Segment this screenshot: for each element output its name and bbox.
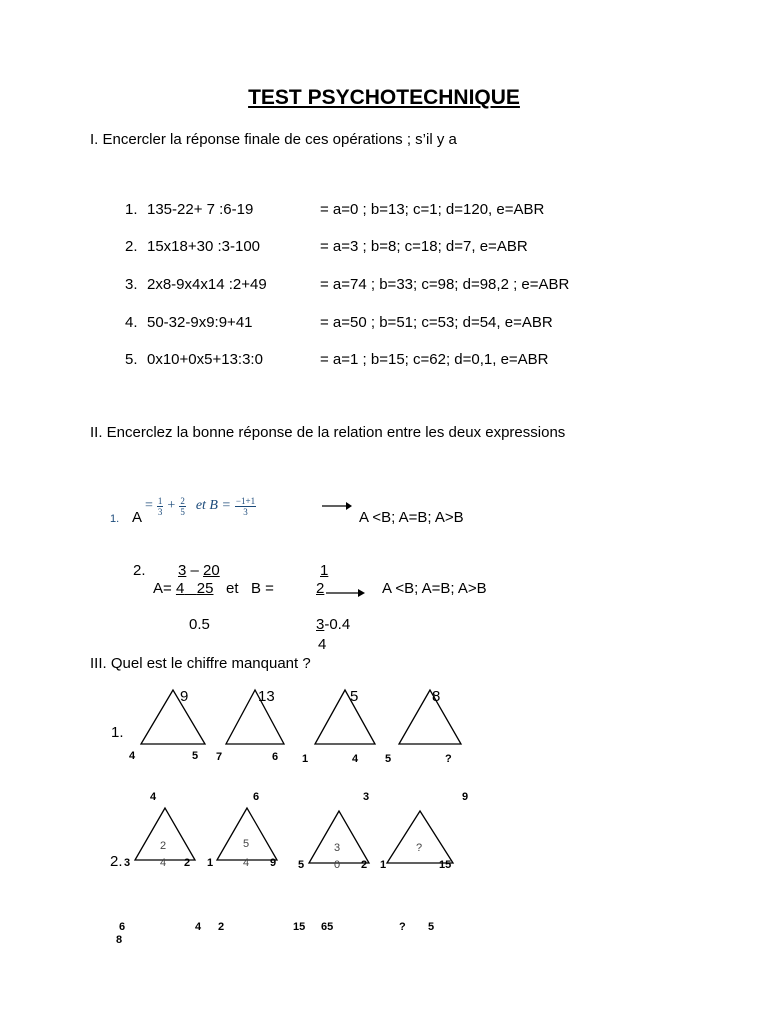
q2-2-a-row: A= 4 25 et B =	[153, 580, 274, 597]
t3-right: 4	[352, 753, 359, 765]
u4-top: 9	[462, 791, 469, 803]
item-2-number: 2.	[125, 238, 138, 255]
u2-right: 9	[270, 857, 277, 869]
triangle-icon	[225, 689, 285, 745]
u3-right: 2	[361, 859, 368, 871]
formula-plus: +	[167, 498, 176, 513]
item-3-answers: = a=74 ; b=33; c=98; d=98,2 ; e=ABR	[320, 276, 570, 293]
triangle-icon	[314, 689, 376, 745]
t2-left: 7	[216, 751, 223, 763]
fraction-1-3: $\frac{1}{3}$	[157, 495, 163, 517]
item-2-answers: = a=3 ; b=8; c=18; d=7, e=ABR	[320, 238, 528, 255]
triangle-icon	[386, 810, 454, 864]
arrow-icon	[322, 500, 352, 512]
item-4-expression: 50-32-9x9:9+41	[147, 314, 253, 331]
item-1-number: 1.	[125, 201, 138, 218]
u2-inner-bottom: 4	[243, 857, 250, 869]
q2-2-b-bottom-2: 4	[318, 636, 327, 653]
arrow-icon	[326, 586, 366, 598]
fraction-2-5: $\frac{2}{5}$	[180, 495, 185, 517]
section-3-heading: III. Quel est le chiffre manquant ?	[90, 655, 311, 672]
item-3-number: 3.	[125, 276, 138, 293]
u4-right: 15	[439, 859, 452, 871]
u1-right: 2	[184, 857, 191, 869]
bottom-15: 15	[293, 921, 306, 933]
item-2-expression: 15x18+30 :3-100	[147, 238, 261, 255]
t4-right-missing: ?	[445, 753, 452, 765]
u3-top: 3	[363, 791, 370, 803]
q2-1-formula	[145, 488, 256, 524]
bottom-5: 5	[428, 921, 435, 933]
formula-equals: =	[145, 498, 153, 513]
t4-left: 5	[385, 753, 392, 765]
t1-left: 4	[129, 750, 136, 762]
triangle-icon	[140, 689, 206, 745]
q2-2-denominator: 0.5	[189, 616, 210, 633]
q2-2-choices: A <B; A=B; A>B	[382, 580, 487, 597]
u3-inner-bottom: 0	[334, 859, 341, 871]
t3-top: 5	[350, 688, 359, 705]
bottom-65: 65	[321, 921, 334, 933]
triangle-icon	[308, 810, 370, 864]
item-3-expression: 2x8-9x4x14 :2+49	[147, 276, 267, 293]
triangle-icon	[216, 807, 278, 861]
u1-top: 4	[150, 791, 157, 803]
item-1-expression: 135-22+ 7 :6-19	[147, 201, 254, 218]
bottom-8: 8	[116, 934, 123, 946]
t2-top: 13	[258, 688, 275, 705]
t2-right: 6	[272, 751, 279, 763]
set-1-label: 1.	[111, 724, 124, 741]
u1-inner-top: 2	[160, 840, 167, 852]
q2-1-a-label: A	[132, 509, 143, 526]
u4-left: 1	[380, 859, 387, 871]
t3-left: 1	[302, 753, 309, 765]
t4-top: 8	[432, 688, 441, 705]
u2-top: 6	[253, 791, 260, 803]
item-5-expression: 0x10+0x5+13:3:0	[147, 351, 263, 368]
item-5-number: 5.	[125, 351, 138, 368]
q2-2-b-mid: 2	[316, 580, 325, 597]
bottom-4: 4	[195, 921, 202, 933]
u4-inner-missing: ?	[416, 842, 423, 854]
q2-2-b-bottom: 3-0.4	[316, 616, 351, 633]
q2-2-numerator: 3 – 20	[178, 562, 220, 579]
u2-left: 1	[207, 857, 214, 869]
q2-1-number: 1.	[110, 513, 120, 525]
u3-left: 5	[298, 859, 305, 871]
q2-1-choices: A <B; A=B; A>B	[359, 509, 464, 526]
triangle-icon	[398, 689, 462, 745]
triangle-icon	[134, 807, 196, 861]
item-4-answers: = a=50 ; b=51; c=53; d=54, e=ABR	[320, 314, 553, 331]
t1-right: 5	[192, 750, 199, 762]
formula-et-b: et B =	[195, 498, 231, 513]
u3-inner-top: 3	[334, 842, 341, 854]
section-2-heading: II. Encerclez la bonne réponse de la relation entre les deux expressions	[90, 424, 566, 441]
item-4-number: 4.	[125, 314, 138, 331]
u1-left: 3	[124, 857, 131, 869]
page-title: TEST PSYCHOTECHNIQUE	[248, 86, 520, 109]
section-1-heading: I. Encercler la réponse finale de ces opérations ; s’il y a	[90, 131, 457, 148]
q2-2-number: 2.	[133, 562, 146, 579]
u2-inner-top: 5	[243, 838, 250, 850]
t1-top: 9	[180, 688, 189, 705]
set-2-label: 2.	[110, 853, 123, 870]
bottom-2: 2	[218, 921, 225, 933]
item-5-answers: = a=1 ; b=15; c=62; d=0,1, e=ABR	[320, 351, 549, 368]
q2-2-b-top: 1	[320, 562, 329, 579]
item-1-answers: = a=0 ; b=13; c=1; d=120, e=ABR	[320, 201, 545, 218]
u1-inner-bottom: 4	[160, 857, 167, 869]
bottom-6: 6	[119, 921, 126, 933]
fraction-b: $\frac{-1+1}{3}$	[235, 495, 256, 517]
bottom-missing: ?	[399, 921, 406, 933]
